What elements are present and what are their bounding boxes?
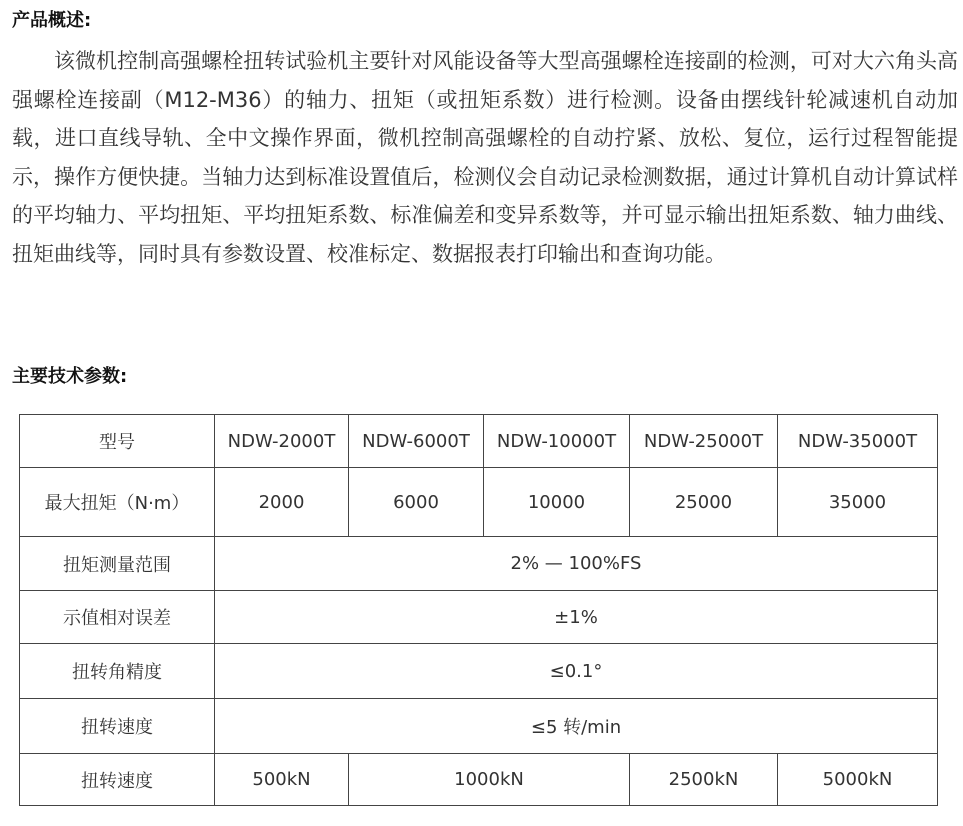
spec-table	[19, 414, 938, 806]
table-row-model	[20, 415, 938, 468]
axial-cell: 500kN	[215, 754, 349, 806]
row-label-max-torque: 最大扭矩（N·m）	[20, 468, 215, 537]
table-row-error	[20, 591, 938, 644]
table-row-max-torque	[20, 468, 938, 537]
speed-value: ≤5 转/min	[215, 699, 938, 754]
model-cell: NDW-25000T	[630, 415, 778, 468]
max-torque-cell: 25000	[630, 468, 778, 537]
row-label-range: 扭矩测量范围	[20, 537, 215, 591]
row-label-speed: 扭转速度	[20, 699, 215, 754]
error-value: ±1%	[215, 591, 938, 644]
model-cell: NDW-6000T	[349, 415, 484, 468]
axial-cell: 1000kN	[349, 754, 630, 806]
table-row-axial	[20, 754, 938, 806]
angle-value: ≤0.1°	[215, 644, 938, 699]
model-cell: NDW-2000T	[215, 415, 349, 468]
row-label-angle: 扭转角精度	[20, 644, 215, 699]
table-row-angle	[20, 644, 938, 699]
row-label-model: 型号	[20, 415, 215, 468]
specs-heading: 主要技术参数:	[12, 366, 128, 387]
max-torque-cell: 10000	[484, 468, 630, 537]
row-label-axial: 扭转速度	[20, 754, 215, 806]
model-cell: NDW-35000T	[778, 415, 938, 468]
max-torque-cell: 2000	[215, 468, 349, 537]
overview-paragraph: 该微机控制高强螺栓扭转试验机主要针对风能设备等大型高强螺栓连接副的检测，可对大六角头高强螺栓连接副（M12-M36）的轴力、扭矩（或扭矩系数）进行检测。设备由摆线针轮减速机自动加载，进口直线导轨、全中文操作界面，微机控制高强螺栓的自动拧紧、放松、复位，运行过程智能提示，操作方便快捷。当轴力达到标准设置值后，检测仪会自动记录检测数据，通过计算机自动计算试样的平均轴力、平均扭矩、平均扭矩系数、标准偏差和变异系数等，并可显示输出扭矩系数、轴力曲线、扭矩曲线等，同时具有参数设置、校准标定、数据报表打印输出和查询功能。	[12, 49, 958, 266]
range-value: 2% — 100%FS	[215, 537, 938, 591]
table-row-speed	[20, 699, 938, 754]
axial-cell: 2500kN	[630, 754, 778, 806]
max-torque-cell: 6000	[349, 468, 484, 537]
row-label-error: 示值相对误差	[20, 591, 215, 644]
overview-heading: 产品概述:	[12, 10, 92, 31]
axial-cell: 5000kN	[778, 754, 938, 806]
max-torque-cell: 35000	[778, 468, 938, 537]
model-cell: NDW-10000T	[484, 415, 630, 468]
table-row-range	[20, 537, 938, 591]
